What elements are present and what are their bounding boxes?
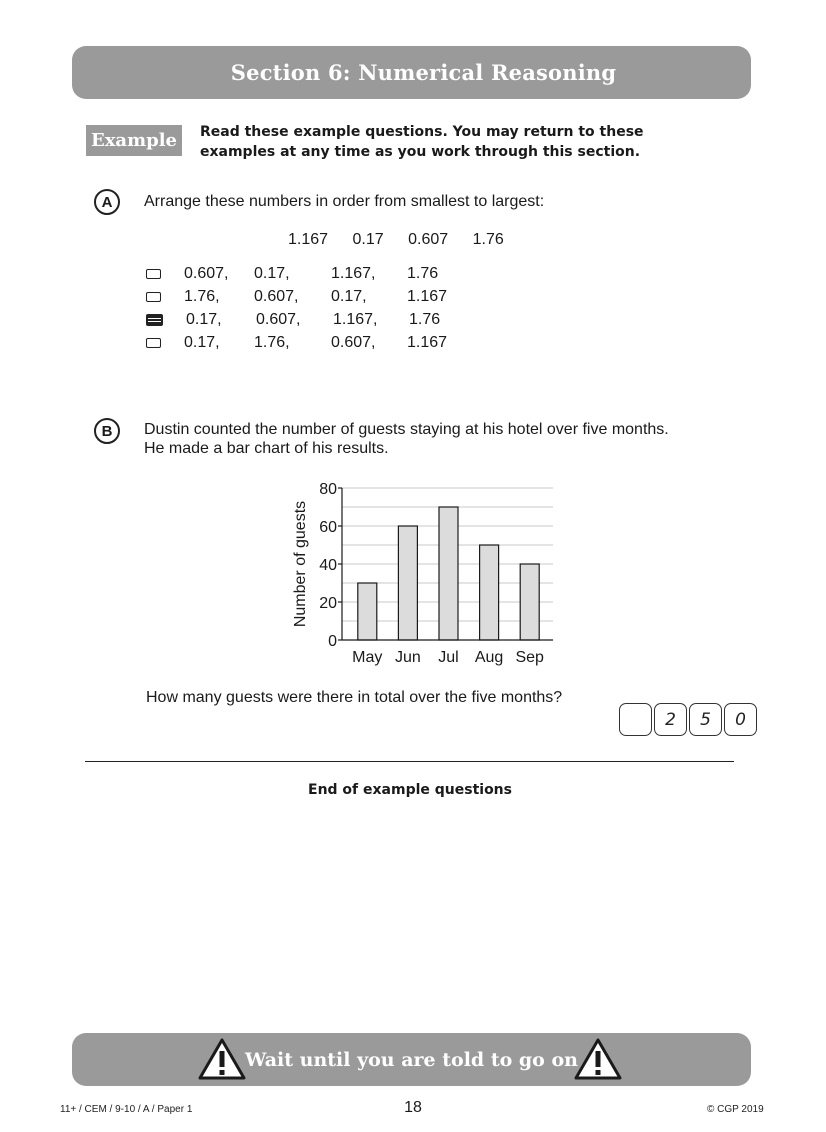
- option-value: 0.607,: [256, 311, 301, 328]
- footer-banner-text: Wait until you are told to go on: [245, 1048, 578, 1071]
- question-a-marker: A: [94, 189, 120, 215]
- chart-y-axis-label: Number of guests: [292, 500, 309, 628]
- option-checkbox[interactable]: [146, 338, 161, 348]
- footer-banner: [72, 1033, 751, 1086]
- answer-option-1[interactable]: [146, 263, 467, 285]
- chart-x-tick-label: Sep: [515, 649, 544, 666]
- option-value: 0.607,: [254, 288, 299, 305]
- option-checkbox-selected[interactable]: [146, 314, 163, 326]
- option-value: 0.17,: [254, 265, 290, 282]
- option-value: 1.167: [407, 288, 448, 305]
- answer-digit-box[interactable]: 5: [689, 703, 722, 736]
- option-value: 1.167,: [333, 311, 378, 328]
- paper-code: 11+ / CEM / 9-10 / A / Paper 1: [60, 1104, 193, 1115]
- option-value: 1.76,: [184, 288, 220, 305]
- option-value: 1.167: [407, 334, 448, 351]
- section-header-banner: [72, 46, 751, 99]
- answer-digit-box[interactable]: 0: [724, 703, 757, 736]
- answer-option-2[interactable]: [146, 286, 467, 308]
- chart-bar-jul: [439, 507, 458, 640]
- question-a-prompt: Arrange these numbers in order from smallest to largest:: [144, 193, 545, 210]
- end-of-examples-text: End of example questions: [308, 782, 512, 798]
- chart-x-tick-label: Aug: [474, 649, 504, 666]
- example-label: Example: [86, 125, 182, 156]
- question-b-prompt-line2: He made a bar chart of his results.: [144, 440, 389, 457]
- option-value: 1.167,: [331, 265, 376, 282]
- chart-x-tick-label: Jun: [395, 649, 421, 666]
- option-value: 1.76,: [254, 334, 290, 351]
- answer-boxes: [619, 703, 759, 736]
- chart-y-tick-label: 60: [319, 519, 337, 536]
- number-item: 0.17: [352, 231, 384, 248]
- copyright: © CGP 2019: [707, 1104, 764, 1115]
- section-divider: [85, 761, 734, 762]
- option-value: 0.17,: [331, 288, 367, 305]
- chart-bar-may: [358, 583, 377, 640]
- chart-y-tick-labels: [319, 481, 337, 650]
- guests-bar-chart: [280, 476, 570, 671]
- chart-y-tick-label: 40: [319, 557, 337, 574]
- chart-y-tick-label: 80: [319, 481, 337, 498]
- chart-y-tick-label: 0: [328, 633, 337, 650]
- chart-x-tick-label: Jul: [438, 649, 459, 666]
- option-value: 0.607,: [331, 334, 376, 351]
- question-b-marker: B: [94, 418, 120, 444]
- option-value: 1.76: [407, 265, 439, 282]
- option-value: 0.17,: [186, 311, 222, 328]
- chart-x-tick-labels: [352, 649, 544, 666]
- number-item: 1.76: [472, 231, 504, 248]
- chart-bar-sep: [520, 564, 539, 640]
- option-value: 0.607,: [184, 265, 229, 282]
- question-b-prompt-line1: Dustin counted the number of guests staying at his hotel over five months.: [144, 421, 669, 438]
- chart-x-tick-label: May: [352, 649, 383, 666]
- option-value: 1.76: [409, 311, 441, 328]
- section-title: Section 6: Numerical Reasoning: [230, 60, 617, 85]
- chart-bar-jun: [398, 526, 417, 640]
- option-checkbox[interactable]: [146, 292, 161, 302]
- question-b-question: How many guests were there in total over the five months?: [146, 689, 563, 706]
- option-checkbox[interactable]: [146, 269, 161, 279]
- option-value: 0.17,: [184, 334, 220, 351]
- chart-bar-aug: [480, 545, 499, 640]
- number-item: 0.607: [408, 231, 449, 248]
- answer-option-4[interactable]: [146, 332, 467, 354]
- number-item: 1.167: [288, 231, 329, 248]
- answer-option-3[interactable]: [146, 309, 469, 331]
- chart-y-tick-label: 20: [319, 595, 337, 612]
- page-number: 18: [404, 1099, 422, 1116]
- numbers-to-order: [288, 231, 524, 249]
- warning-icon: [574, 1037, 622, 1081]
- answer-digit-box[interactable]: [619, 703, 652, 736]
- chart-bars: [358, 507, 539, 640]
- answer-digit-box[interactable]: 2: [654, 703, 687, 736]
- example-instructions: Read these example questions. You may return to these examples at any time as you work through this section.: [200, 124, 644, 160]
